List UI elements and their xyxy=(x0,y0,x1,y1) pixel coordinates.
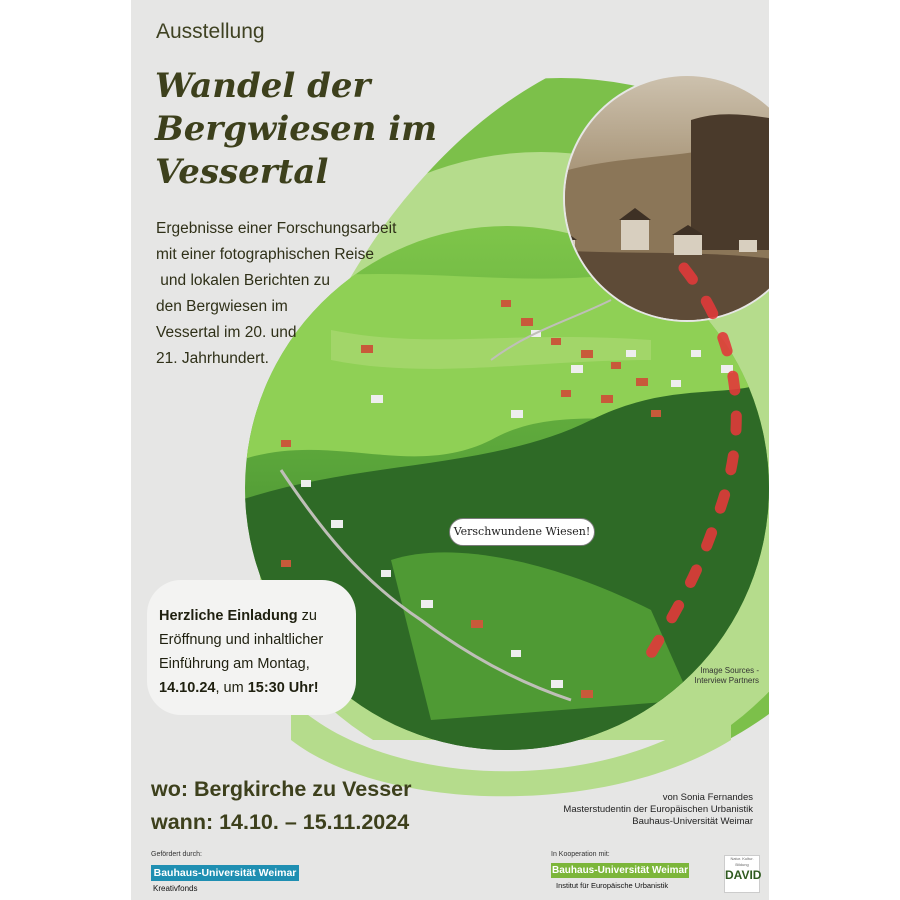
david-logo xyxy=(724,855,760,893)
credit-line: Image Sources - xyxy=(700,666,759,675)
cooperation-label: In Kooperation mit: xyxy=(551,851,610,858)
author-line: Bauhaus-Universität Weimar xyxy=(632,816,753,827)
title-line: Wandel der xyxy=(155,66,371,106)
title-line: Bergwiesen im xyxy=(155,109,438,149)
invitation-line: Einführung am Montag, xyxy=(159,656,310,672)
funded-label: Gefördert durch: xyxy=(151,851,202,858)
callout-bubble: Verschwundene Wiesen! xyxy=(449,518,595,546)
invitation-date: 14.10.24 xyxy=(159,680,216,696)
description-line: und lokalen Berichten zu xyxy=(156,272,331,289)
description xyxy=(156,216,401,372)
author-info xyxy=(563,792,753,828)
poster-title xyxy=(155,65,455,194)
author-line: von Sonia Fernandes xyxy=(662,792,753,803)
invitation-lead: Herzliche Einladung xyxy=(159,608,298,624)
event-where: wo: Bergkirche zu Vesser xyxy=(151,777,412,801)
kreativfonds-label: Kreativfonds xyxy=(153,884,198,893)
invitation-text xyxy=(159,604,359,700)
invitation-time: 15:30 Uhr! xyxy=(247,680,319,696)
title-line: Vessertal xyxy=(155,152,329,192)
institute-label: Institut für Europäische Urbanistik xyxy=(556,881,669,890)
bauhaus-logo-funding: Bauhaus-Universität Weimar xyxy=(151,865,299,881)
event-details xyxy=(151,773,412,839)
invitation-lead-rest: zu xyxy=(297,608,317,624)
exhibition-kicker: Ausstellung xyxy=(156,20,265,43)
credit-line: Interview Partners xyxy=(694,676,759,685)
david-wordmark: DAVID xyxy=(725,868,762,882)
invitation-line: Eröffnung und inhaltlicher xyxy=(159,632,324,648)
description-line: Ergebnisse einer Forschungsarbeit xyxy=(156,220,397,237)
event-when: wann: 14.10. – 15.11.2024 xyxy=(151,810,410,834)
description-line: mit einer fotographischen Reise xyxy=(156,246,374,263)
description-line: 21. Jahrhundert. xyxy=(156,350,269,367)
image-credit xyxy=(691,666,759,686)
description-line: den Bergwiesen im xyxy=(156,298,288,315)
author-line: Masterstudentin der Europäischen Urbanistik xyxy=(563,804,753,815)
exhibition-poster xyxy=(131,0,769,900)
description-line: Vessertal im 20. und xyxy=(156,324,297,341)
invitation-mid: , um xyxy=(215,680,248,696)
david-tagline: Natur. Kultur. Bildung xyxy=(730,856,754,867)
bauhaus-logo-cooperation: Bauhaus-Universität Weimar xyxy=(552,865,688,876)
